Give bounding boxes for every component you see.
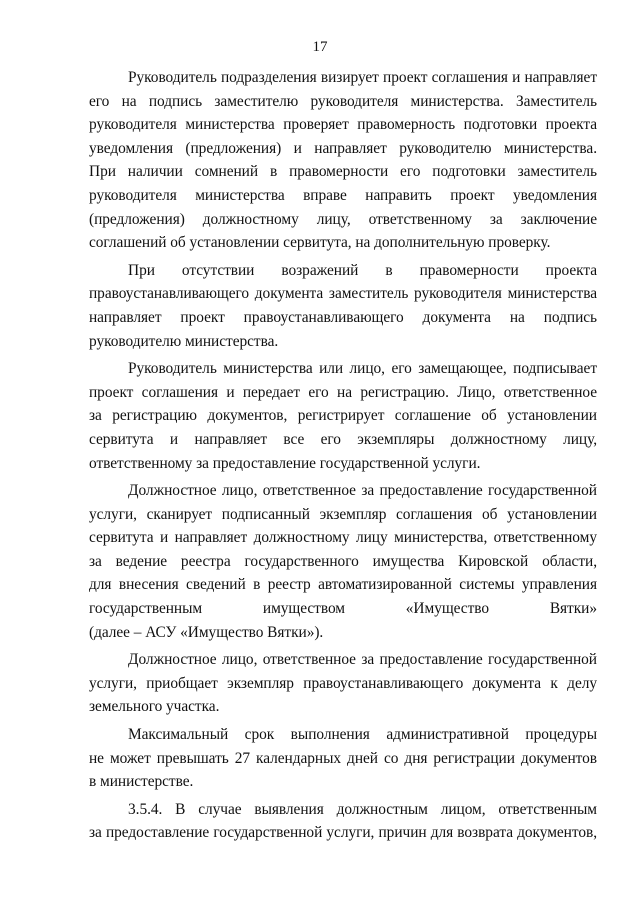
text-line: за предоставление государственной услуги, причин для возврата документов,	[89, 824, 597, 842]
text-line: (далее – АСУ «Имущество Вятки»).	[89, 623, 324, 641]
text-line: его на подпись заместителю руководителя министерства. Заместитель	[89, 92, 597, 110]
paragraph-section-3-5-4	[89, 798, 597, 845]
text-line: Должностное лицо, ответственное за предоставление государственной	[128, 651, 597, 669]
paragraph-attach	[89, 648, 597, 719]
text-line: Максимальный срок выполнения административной процедуры	[128, 726, 597, 744]
text-line: сервитута и направляет все его экземпляры должностному лицу,	[89, 430, 597, 448]
text-line: Должностное лицо, ответственное за предоставление государственной	[128, 482, 597, 500]
document-body	[89, 66, 597, 845]
text-line: руководителя министерства вправе направить проект уведомления	[89, 186, 597, 204]
paragraph-signing	[89, 357, 597, 475]
text-line: земельного участка.	[89, 698, 220, 716]
text-line: сервитута и направляет должностному лицу министерства, ответственному	[89, 529, 597, 547]
text-line: Руководитель подразделения визирует проект соглашения и направляет	[128, 69, 597, 86]
text-line: соглашений об установлении сервитута, на дополнительную проверку.	[89, 234, 551, 252]
text-line: правоустанавливающего документа заместитель руководителя министерства	[89, 285, 597, 303]
text-line: в министерстве.	[89, 773, 194, 791]
paragraph-deadline	[89, 723, 597, 794]
text-line: (предложения) должностному лицу, ответственному за заключение	[89, 210, 597, 228]
text-line: руководителя министерства проверяет правомерность подготовки проекта	[89, 116, 597, 134]
text-line: При наличии сомнений в правомерности его подготовки заместитель	[89, 163, 597, 181]
text-line: не может превышать 27 календарных дней со дня регистрации документов	[89, 749, 597, 767]
text-line: услуги, приобщает экземпляр правоустанавливающего документа к делу	[89, 674, 597, 692]
text-line: ответственному за предоставление государственной услуги.	[89, 454, 481, 472]
text-line: за ведение реестра государственного имущества Кировской области,	[89, 552, 597, 570]
text-line: уведомления (предложения) и направляет руководителю министерства.	[89, 139, 597, 157]
text-line: услуги, сканирует подписанный экземпляр соглашения об установлении	[89, 505, 597, 523]
text-line: проект соглашения и передает его на регистрацию. Лицо, ответственное	[89, 383, 597, 401]
paragraph-no-objections	[89, 259, 597, 353]
text-line: государственным имуществом «Имущество Вятки»	[89, 600, 597, 618]
text-line: для внесения сведений в реестр автоматизированной системы управления	[89, 576, 597, 594]
text-line: 3.5.4. В случае выявления должностным лицом, ответственным	[128, 800, 597, 818]
page-number: 17	[312, 39, 328, 55]
text-line: направляет проект правоустанавливающего документа на подпись	[89, 308, 597, 326]
text-line: При отсутствии возражений в правомерности проекта	[128, 261, 597, 279]
text-line: руководителю министерства.	[89, 332, 279, 350]
text-line: Руководитель министерства или лицо, его замещающее, подписывает	[128, 360, 597, 378]
paragraph-scanning	[89, 479, 597, 644]
paragraph-approval	[89, 66, 597, 255]
text-line: за регистрацию документов, регистрирует соглашение об установлении	[89, 407, 597, 425]
